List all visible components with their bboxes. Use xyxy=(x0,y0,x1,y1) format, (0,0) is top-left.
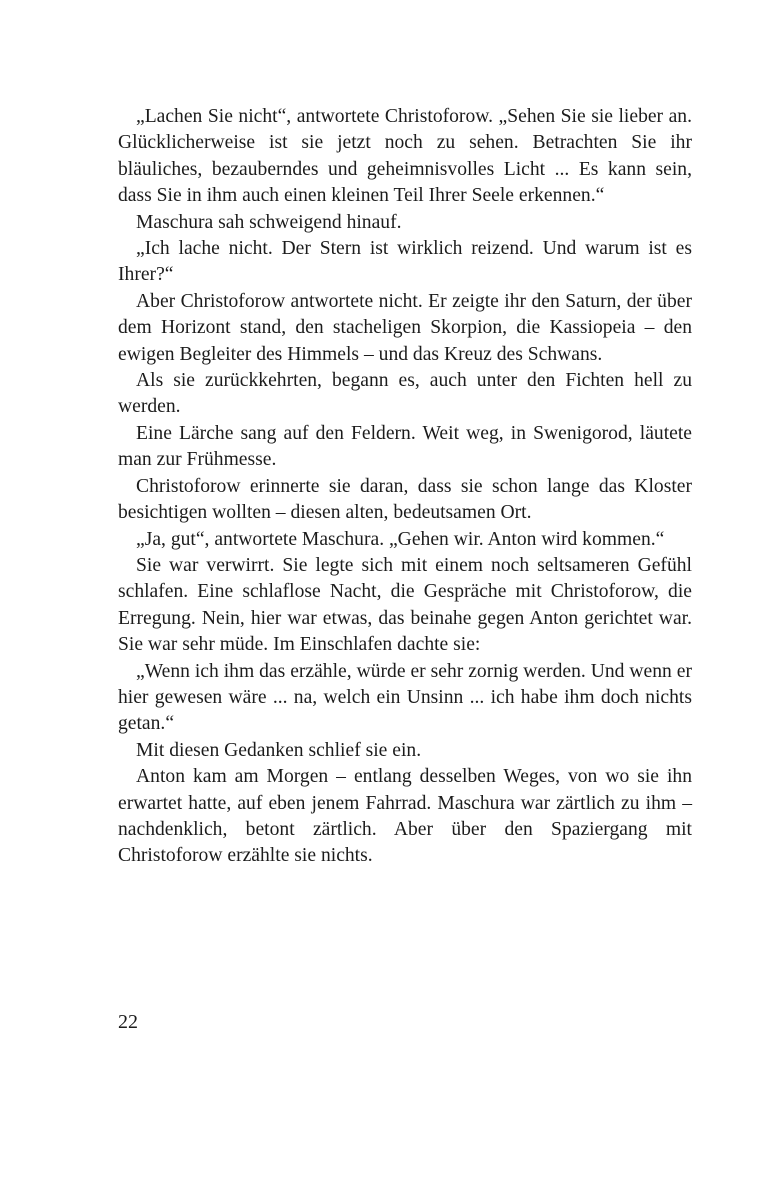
paragraph: Aber Christoforow antwortete nicht. Er zeigte ihr den Saturn, der über dem Horizont stand, den stacheligen Skorpion, die Kassiopeia – den ewigen Begleiter des Himmels – und das Kreuz des Schwans. xyxy=(118,290,692,365)
paragraph: Eine Lärche sang auf den Feldern. Weit weg, in Swenigorod, läutete man zur Frühmesse. xyxy=(118,422,692,471)
paragraph: Christoforow erinnerte sie daran, dass sie schon lange das Kloster besichtigen wollten – diesen alten, bedeutsamen Ort. xyxy=(118,475,692,524)
page-number: 22 xyxy=(118,1011,138,1033)
paragraph: „Wenn ich ihm das erzähle, würde er sehr zornig werden. Und wenn er hier gewesen wäre ... na, welch ein Unsinn ... ich habe ihm doch nichts getan.“ xyxy=(118,660,692,735)
paragraph: Sie war verwirrt. Sie legte sich mit einem noch seltsameren Gefühl schlafen. Eine schlaflose Nacht, die Gespräche mit Christoforow, die Erregung. Nein, hier war etwas, das beinahe gegen Anton gerichtet war. Sie war sehr müde. Im Einschlafen dachte sie: xyxy=(118,554,692,656)
paragraph: „Ich lache nicht. Der Stern ist wirklich reizend. Und warum ist es Ihrer?“ xyxy=(118,238,692,286)
paragraph: Als sie zurückkehrten, begann es, auch unter den Fichten hell zu werden. xyxy=(118,370,692,418)
body-text xyxy=(118,104,692,870)
paragraph: Anton kam am Morgen – entlang desselben Weges, von wo sie ihn erwartet hatte, auf eben jenem Fahrrad. Maschura war zärtlich zu ihm – nachdenklich, betont zärtlich. Aber über den Spaziergang mit Christoforow erzählte sie nichts. xyxy=(118,766,692,867)
paragraph: Maschura sah schweigend hinauf. xyxy=(136,211,402,233)
paragraph: „Lachen Sie nicht“, antwortete Christoforow. „Sehen Sie sie lieber an. Glücklicherweise ist sie jetzt noch zu sehen. Betrachten Sie ihr bläuliches, bezauberndes und geheimnisvolles Licht ... Es kann sein, dass Sie in ihm auch einen kleinen Teil Ihrer Seele erkennen.“ xyxy=(118,106,692,207)
paragraph: „Ja, gut“, antwortete Maschura. „Gehen wir. Anton wird kommen.“ xyxy=(136,528,665,550)
paragraph: Mit diesen Gedanken schlief sie ein. xyxy=(136,739,422,761)
